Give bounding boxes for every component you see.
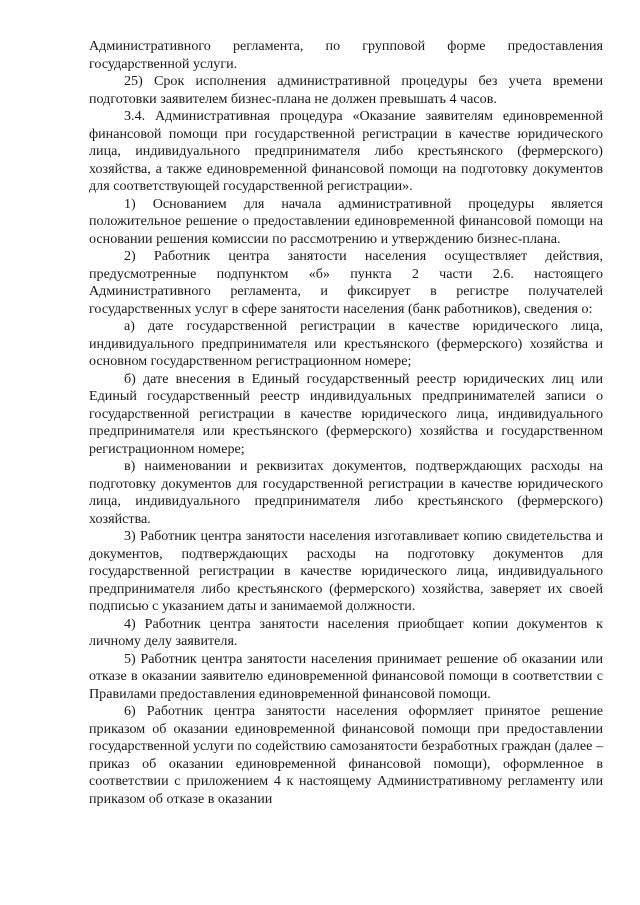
paragraph-v: в) наименовании и реквизитах документов, подтверждающих расходы на подготовку документов для государственной регистрации в качестве юридического лица, индивидуального предпринимателя либо крестьянского (фермерского) хозяйства. (89, 458, 603, 527)
paragraph-a: а) дате государственной регистрации в качестве юридического лица, индивидуального предпринимателя или крестьянского (фермерского) хозяйства и основном государственном регистрационном номере; (89, 318, 603, 369)
paragraph-2: 2) Работник центра занятости населения осуществляет действия, предусмотренные подпунктом «б» пункта 2 части 2.6. настоящего Административного регламента, и фиксирует в регистре получателей государственных услуг в сфере занятости населения (банк работников), сведения о: (89, 248, 603, 317)
paragraph-3: 3) Работник центра занятости населения изготавливает копию свидетельства и документов, подтверждающих расходы на подготовку документов для государственной регистрации в качестве юридического лица, индивидуального предпринимателя либо крестьянского (фермерского) хозяйства, заверяет их своей подписью с указанием даты и занимаемой должности. (89, 528, 603, 614)
paragraph-3-4: 3.4. Административная процедура «Оказание заявителям единовременной финансовой помощи при государственной регистрации в качестве юридического лица, индивидуального предпринимателя либо крестьянского (фермерского) хозяйства, а также единовременной финансовой помощи на подготовку документов для соответствующей государственной регистрации». (89, 108, 603, 194)
paragraph-continuation: Административного регламента, по групповой форме предоставления государственной услуги. (89, 38, 603, 72)
document-page (89, 38, 603, 808)
paragraph-5: 5) Работник центра занятости населения принимает решение об оказании или отказе в оказании заявителю единовременной финансовой помощи в соответствии с Правилами предоставления единовременной финансовой помощи. (89, 650, 603, 702)
paragraph-1: 1) Основанием для начала административной процедуры является положительное решение о предоставлении единовременной финансовой помощи на основании решения комиссии по рассмотрению и утверждению бизнес-плана. (89, 195, 603, 247)
paragraph-6: 6) Работник центра занятости населения оформляет принятое решение приказом об оказании единовременной финансовой помощи при предоставлении государственной услуги по содействию самозанятости безработных граждан (далее – приказ об оказании единовременной финансовой помощи), оформленное в соответствии с приложением 4 к настоящему Административному регламенту или приказом об отказе в оказании (89, 703, 603, 807)
paragraph-4: 4) Работник центра занятости населения приобщает копии документов к личному делу заявителя. (89, 615, 603, 649)
paragraph-25: 25) Срок исполнения административной процедуры без учета времени подготовки заявителем бизнес-плана не должен превышать 4 часов. (89, 73, 603, 107)
paragraph-b: б) дате внесения в Единый государственный реестр юридических лиц или Единый государственный реестр индивидуальных предпринимателей записи о государственной регистрации в качестве юридического лица, индивидуального предпринимателя или крестьянского (фермерского) хозяйства и государственном регистрационном номере; (89, 370, 603, 457)
